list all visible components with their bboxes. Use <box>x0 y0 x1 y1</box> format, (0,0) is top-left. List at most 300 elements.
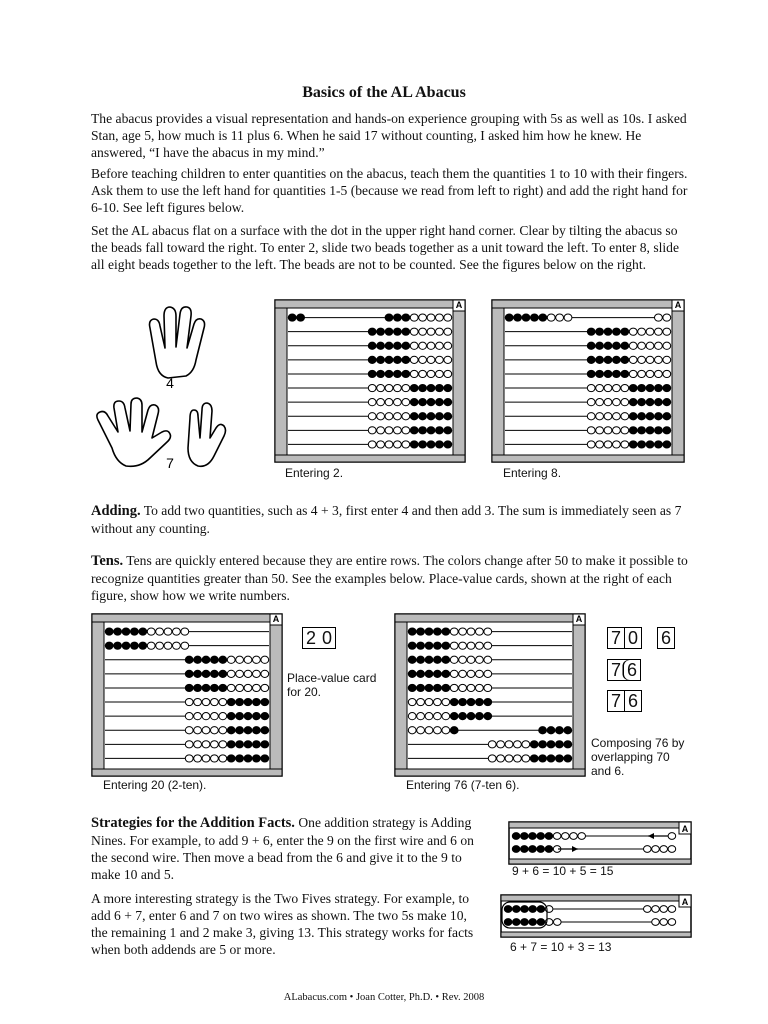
abacus-bead <box>261 698 269 705</box>
abacus-bead <box>427 399 435 406</box>
abacus-bead <box>613 413 621 420</box>
abacus-bead <box>629 328 637 335</box>
abacus-bead <box>587 441 595 448</box>
abacus-bead <box>621 328 629 335</box>
abacus-bead <box>436 356 444 363</box>
abacus-bottom-rail <box>395 769 585 776</box>
abacus-bead <box>578 833 586 840</box>
abacus-bead <box>417 628 425 635</box>
abacus-bead <box>185 684 193 691</box>
abacus-bead <box>537 919 545 926</box>
abacus-bead <box>442 670 450 677</box>
composing-caption: Composing 76 by overlapping 70 and 6. <box>591 736 685 778</box>
svg-text:A: A <box>575 614 583 624</box>
abacus-bead <box>244 684 252 691</box>
abacus-bead <box>655 441 663 448</box>
abacus-bead <box>476 670 484 677</box>
abacus-bead <box>244 727 252 734</box>
strategies-text: One addition strategy is Adding Nines. For example, to add 9 + 6, enter the 9 on the first wire and 6 on the second wire. Then move a bead from the 6 and give it to the 9 to make 10 and 5. <box>91 815 474 882</box>
abacus-bead <box>629 413 637 420</box>
abacus-bead <box>394 370 402 377</box>
abacus-bead <box>194 755 202 762</box>
abacus-bead <box>484 698 492 705</box>
abacus-bead <box>545 846 553 853</box>
abacus-bead <box>410 441 418 448</box>
pv70-digit-tens: 7 <box>610 628 621 648</box>
abacus-bead <box>467 670 475 677</box>
abacus-bead <box>202 698 210 705</box>
abacus-bead <box>596 384 604 391</box>
abacus-bead <box>554 919 562 926</box>
abacus-bead <box>131 628 139 635</box>
abacus-bead <box>385 384 393 391</box>
abacus-bead <box>410 356 418 363</box>
abacus-right-rail <box>270 614 282 776</box>
abacus-bead <box>467 656 475 663</box>
abacus-bead <box>434 684 442 691</box>
abacus-bead <box>436 384 444 391</box>
abacus-bead <box>553 833 561 840</box>
abacus-bead <box>655 427 663 434</box>
abacus-bead <box>227 670 235 677</box>
abacus-bead <box>202 741 210 748</box>
pv20-digit-tens: 2 <box>305 628 316 648</box>
abacus-bead <box>402 370 410 377</box>
abacus-bead <box>408 670 416 677</box>
abacus-bead <box>596 328 604 335</box>
abacus-bead <box>385 328 393 335</box>
abacus-bead <box>419 356 427 363</box>
abacus-logo-icon <box>679 822 691 834</box>
abacus-bead <box>202 755 210 762</box>
abacus-bead <box>450 670 458 677</box>
abacus-bead <box>244 670 252 677</box>
abacus-bead <box>434 698 442 705</box>
abacus-bead <box>394 328 402 335</box>
abacus-bead <box>521 906 529 913</box>
abacus-bead <box>530 755 538 762</box>
abacus-bead <box>488 741 496 748</box>
abacus-bead <box>444 384 452 391</box>
left-hand-four-icon <box>150 307 205 378</box>
abacus-bead <box>562 833 570 840</box>
abacus-bead <box>227 727 235 734</box>
svg-text:A: A <box>681 824 689 834</box>
abacus-bead <box>408 698 416 705</box>
abacus-bead <box>211 656 219 663</box>
abacus-bead <box>425 713 433 720</box>
abacus-top-rail <box>501 895 691 901</box>
abacus-left-rail <box>395 614 407 776</box>
abacus-top-rail <box>275 300 465 308</box>
abacus-bead <box>425 670 433 677</box>
abacus-bead <box>660 919 668 926</box>
abacus-top-rail <box>395 614 585 622</box>
abacus-bead <box>185 741 193 748</box>
abacus-bead <box>244 755 252 762</box>
abacus-bead <box>646 328 654 335</box>
abacus-bead <box>587 342 595 349</box>
abacus-bead <box>646 342 654 349</box>
strategies-heading: Strategies for the Addition Facts. <box>91 815 295 831</box>
abacus-bead <box>646 441 654 448</box>
abacus-bead <box>587 384 595 391</box>
abacus-bead <box>427 427 435 434</box>
adding-heading: Adding. <box>91 503 141 519</box>
intro-paragraph: The abacus provides a visual representation and hands-on experience grouping with 5s as well as 10s. I asked Stan, age 5, how much is 11 plus 6. When he said 17 without counting, I asked him how he knew. He answered, “I have the abacus in my mind.” <box>91 111 687 160</box>
abacus-bead <box>394 342 402 349</box>
abacus-bead <box>587 427 595 434</box>
abacus-bead <box>564 314 572 321</box>
abacus-bead <box>410 413 418 420</box>
abacus-bead <box>476 698 484 705</box>
abacus-bead <box>604 441 612 448</box>
entering76-caption: Entering 76 (7-ten 6). <box>406 778 520 792</box>
pv76o-digit-ones: 6 <box>624 660 640 680</box>
abacus-bead <box>419 370 427 377</box>
abacus-bead <box>436 328 444 335</box>
abacus-bead <box>434 628 442 635</box>
abacus-bead <box>368 441 376 448</box>
place-value-card-76 <box>607 690 642 712</box>
abacus-entering-8 <box>491 299 685 463</box>
abacus-left-rail <box>92 614 104 776</box>
abacus-bead <box>505 755 513 762</box>
abacus-bead <box>655 384 663 391</box>
abacus-bead <box>261 670 269 677</box>
abacus-bead <box>253 670 261 677</box>
abacus-bead <box>368 399 376 406</box>
abacus-bead <box>211 755 219 762</box>
abacus-bead <box>417 698 425 705</box>
abacus-bead <box>444 413 452 420</box>
abacus-bead <box>236 670 244 677</box>
abacus-bead <box>646 413 654 420</box>
abacus-bead <box>288 314 296 321</box>
abacus-bead <box>185 755 193 762</box>
abacus-bead <box>663 399 671 406</box>
abacus-bead <box>504 906 512 913</box>
abacus-bead <box>596 441 604 448</box>
abacus-bead <box>537 833 545 840</box>
abacus-bead <box>596 370 604 377</box>
abacus-bead <box>638 370 646 377</box>
abacus-bead <box>537 846 545 853</box>
abacus-bead <box>459 684 467 691</box>
abacus-bead <box>497 741 505 748</box>
entering8-caption: Entering 8. <box>503 466 562 480</box>
page-title: Basics of the AL Abacus <box>302 84 466 101</box>
abacus-bead <box>613 342 621 349</box>
abacus-bead <box>419 342 427 349</box>
abacus-bead <box>219 741 227 748</box>
abacus-bead <box>194 741 202 748</box>
abacus-bead <box>604 384 612 391</box>
abacus-bead <box>402 413 410 420</box>
abacus-bead <box>219 656 227 663</box>
abacus-bead <box>539 755 547 762</box>
abacus-bead <box>419 413 427 420</box>
abacus-bead <box>156 642 164 649</box>
abacus-bead <box>459 642 467 649</box>
abacus-bead <box>450 628 458 635</box>
abacus-bead <box>663 314 671 321</box>
abacus-bead <box>450 698 458 705</box>
strategies-paragraph <box>91 814 483 883</box>
abacus-bead <box>663 370 671 377</box>
abacus-bead <box>377 384 385 391</box>
abacus-bead <box>613 328 621 335</box>
abacus-bead <box>427 384 435 391</box>
abacus-bead <box>427 370 435 377</box>
abacus-bead <box>202 684 210 691</box>
abacus-bead <box>394 441 402 448</box>
abacus-bead <box>587 328 595 335</box>
adding-paragraph <box>91 502 691 537</box>
abacus-bead <box>604 328 612 335</box>
abacus-bead <box>629 356 637 363</box>
abacus-bead <box>613 399 621 406</box>
abacus-bead <box>596 427 604 434</box>
abacus-bead <box>227 684 235 691</box>
abacus-bead <box>236 656 244 663</box>
abacus-bead <box>436 413 444 420</box>
tens-text: Tens are quickly entered because they are entire rows. The colors change after 50 to make it possible to recognize quantities greater than 50. See the examples below. Place-value cards, shown at the right of each figure, show how we write numbers. <box>91 553 688 603</box>
pv20-digit-ones: 0 <box>321 628 332 648</box>
abacus-bead <box>476 642 484 649</box>
abacus-bead <box>442 713 450 720</box>
abacus-bead <box>211 670 219 677</box>
abacus-bead <box>164 628 172 635</box>
abacus-bead <box>522 741 530 748</box>
abacus-bead <box>604 370 612 377</box>
pv6-digit: 6 <box>660 628 671 648</box>
abacus-bead <box>668 846 676 853</box>
abacus-bead <box>467 698 475 705</box>
abacus-bead <box>434 642 442 649</box>
abacus-bead <box>253 684 261 691</box>
entering20-caption: Entering 20 (2-ten). <box>103 778 207 792</box>
abacus-bead <box>147 628 155 635</box>
abacus-bead <box>227 698 235 705</box>
abacus-bead <box>139 642 147 649</box>
abacus-bead <box>604 427 612 434</box>
abacus-bead <box>596 356 604 363</box>
abacus-bead <box>596 413 604 420</box>
abacus-logo-icon <box>679 895 691 907</box>
abacus-bead <box>211 741 219 748</box>
abacus-bead <box>621 413 629 420</box>
abacus-bead <box>529 919 537 926</box>
abacus-bead <box>442 642 450 649</box>
abacus-bead <box>173 642 181 649</box>
abacus-bead <box>385 314 393 321</box>
abacus-bead <box>377 328 385 335</box>
abacus-bead <box>219 698 227 705</box>
abacus-bead <box>436 370 444 377</box>
pv76-digit-ones: 6 <box>624 691 641 711</box>
abacus-bead <box>368 328 376 335</box>
abacus-entering-76 <box>394 613 586 777</box>
abacus-bead <box>529 846 537 853</box>
abacus-bead <box>476 713 484 720</box>
adding-text: To add two quantities, such as 4 + 3, first enter 4 and then add 3. The sum is immediately seen as 7 without any counting. <box>91 503 682 536</box>
abacus-bead <box>253 713 261 720</box>
hand-seven-label: 7 <box>166 455 174 471</box>
abacus-bead <box>368 413 376 420</box>
abacus-bead <box>444 328 452 335</box>
abacus-bead <box>402 328 410 335</box>
abacus-bead <box>219 755 227 762</box>
abacus-bead <box>444 427 452 434</box>
abacus-bead <box>427 356 435 363</box>
abacus-bead <box>419 384 427 391</box>
abacus-bead <box>114 628 122 635</box>
abacus-bead <box>417 670 425 677</box>
abacus-bead <box>570 833 578 840</box>
abacus-bead <box>484 670 492 677</box>
abacus-bead <box>368 356 376 363</box>
abacus-bead <box>236 727 244 734</box>
abacus-bead <box>450 684 458 691</box>
abacus-bead <box>425 727 433 734</box>
abacus-bead <box>368 370 376 377</box>
abacus-bead <box>236 698 244 705</box>
abacus-bead <box>244 741 252 748</box>
abacus-bead <box>408 628 416 635</box>
abacus-bead <box>394 413 402 420</box>
abacus-bead <box>122 628 130 635</box>
right-hand-two-icon <box>188 403 226 466</box>
abacus-bead <box>219 670 227 677</box>
pv76-digit-tens: 7 <box>610 691 621 711</box>
abacus-bead <box>417 684 425 691</box>
abacus-bead <box>297 314 305 321</box>
abacus-bead <box>227 713 235 720</box>
abacus-bead <box>450 656 458 663</box>
abacus-bead <box>417 656 425 663</box>
abacus-bead <box>545 833 553 840</box>
abacus-bead <box>410 314 418 321</box>
fingers-paragraph: Before teaching children to enter quantities on the abacus, teach them the quantities 1 to 10 with their fingers. Ask them to use the left hand for quantities 1-5 (because we read from left to right) and add the right hand for 6-10. See left figures below. <box>91 166 688 215</box>
abacus-bead <box>211 713 219 720</box>
abacus-bead <box>194 684 202 691</box>
abacus-bead <box>425 698 433 705</box>
abacus-bottom-rail <box>492 455 684 462</box>
abacus-bead <box>194 727 202 734</box>
abacus-bead <box>417 642 425 649</box>
abacus-bead <box>505 741 513 748</box>
abacus-bead <box>436 399 444 406</box>
abacus-bead <box>261 713 269 720</box>
abacus-bead <box>450 713 458 720</box>
abacus-bead <box>450 727 458 734</box>
abacus-entering-20 <box>91 613 283 777</box>
abacus-bead <box>655 314 663 321</box>
abacus-bead <box>521 833 529 840</box>
abacus-bead <box>444 370 452 377</box>
abacus-bead <box>427 342 435 349</box>
abacus-bead <box>522 314 530 321</box>
abacus-bead <box>410 384 418 391</box>
abacus-bead <box>402 314 410 321</box>
abacus-bead <box>425 628 433 635</box>
abacus-bead <box>181 628 189 635</box>
abacus-bead <box>105 628 113 635</box>
abacus-bead <box>539 727 547 734</box>
abacus-bead <box>261 656 269 663</box>
svg-text:A: A <box>272 614 280 624</box>
abacus-bead <box>484 713 492 720</box>
abacus-bead <box>244 698 252 705</box>
abacus-bead <box>613 370 621 377</box>
abacus-bead <box>385 370 393 377</box>
abacus-bead <box>377 413 385 420</box>
abacus-bead <box>253 656 261 663</box>
abacus-bead <box>604 356 612 363</box>
pv76o-digit-tens: 7 <box>610 660 621 680</box>
abacus-bead <box>164 642 172 649</box>
abacus-bead <box>444 342 452 349</box>
abacus-two-fives <box>500 894 692 938</box>
abacus-bead <box>436 441 444 448</box>
abacus-bead <box>497 755 505 762</box>
abacus-bead <box>604 342 612 349</box>
abacus-bead <box>402 342 410 349</box>
abacus-bead <box>660 846 668 853</box>
place-value-card-6 <box>657 627 675 649</box>
abacus-bead <box>377 399 385 406</box>
abacus-bead <box>522 755 530 762</box>
abacus-bead <box>434 727 442 734</box>
abacus-bead <box>629 342 637 349</box>
abacus-bead <box>394 427 402 434</box>
abacus-bead <box>236 741 244 748</box>
abacus-bead <box>484 656 492 663</box>
abacus-bead <box>253 755 261 762</box>
abacus-bead <box>638 342 646 349</box>
abacus-bead <box>613 441 621 448</box>
abacus-bead <box>147 642 155 649</box>
abacus-bead <box>596 342 604 349</box>
abacus-bead <box>244 656 252 663</box>
abacus-bead <box>652 919 660 926</box>
abacus-bead <box>663 356 671 363</box>
abacus-bead <box>604 399 612 406</box>
abacus-bead <box>663 413 671 420</box>
abacus-bead <box>663 441 671 448</box>
tens-heading: Tens. <box>91 553 124 569</box>
abacus-bead <box>261 755 269 762</box>
abacus-bead <box>436 427 444 434</box>
abacus-bead <box>556 741 564 748</box>
abacus-bead <box>427 314 435 321</box>
abacus-bead <box>211 684 219 691</box>
abacus-bead <box>427 328 435 335</box>
abacus-bead <box>476 628 484 635</box>
svg-text:A: A <box>674 300 682 310</box>
entering-paragraph: Set the AL abacus flat on a surface with the dot in the upper right hand corner. Clear by tilting the abacus so the beads fall toward the right. To enter 2, slide two beads together as a unit toward the left. To enter 8, slide all eight beads together to the left. The beads are not to be counted. See the figures below on the right. <box>91 223 680 272</box>
abacus-bead <box>655 413 663 420</box>
abacus-bead <box>194 670 202 677</box>
abacus-bead <box>173 628 181 635</box>
abacus-bead <box>613 427 621 434</box>
abacus-logo-icon <box>453 300 465 311</box>
abacus-top-rail <box>509 822 691 828</box>
abacus-bead <box>408 713 416 720</box>
abacus-bead <box>194 713 202 720</box>
abacus-bead <box>638 384 646 391</box>
